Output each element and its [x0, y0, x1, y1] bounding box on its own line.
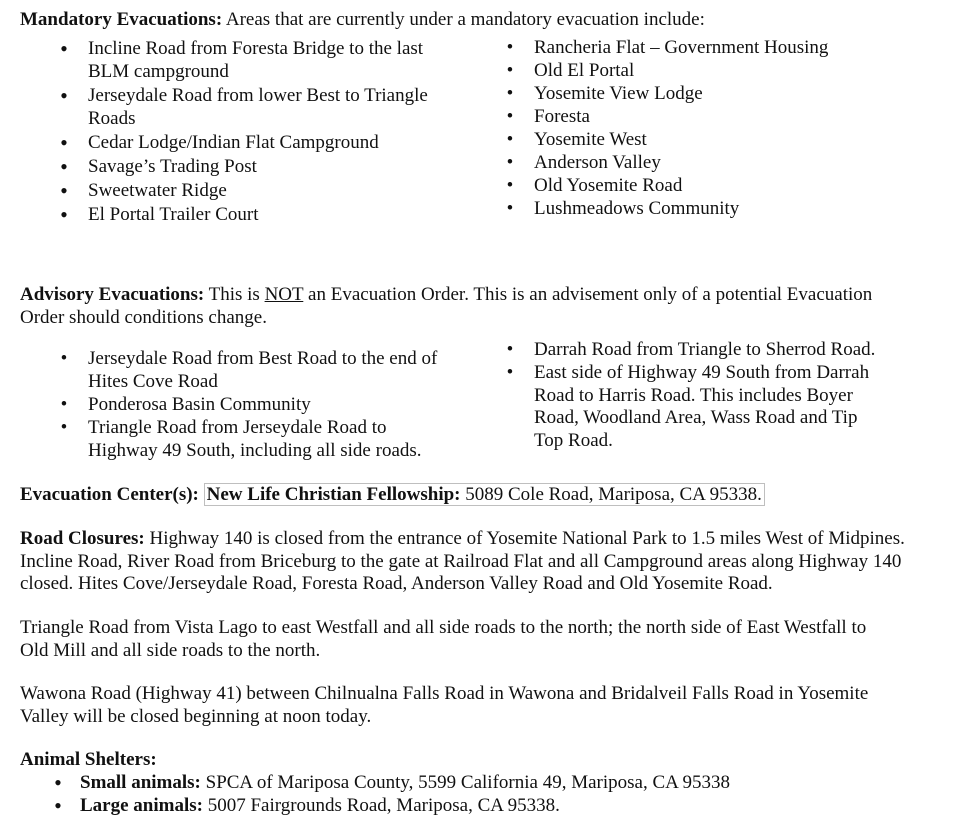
list-item: • Small animals: SPCA of Mariposa County, 5599 California 49, Mariposa, CA 95338	[54, 770, 731, 795]
list-item: • Sweetwater Ridge	[60, 178, 227, 203]
mandatory-left-list	[60, 36, 488, 228]
list-item: • Yosemite West	[506, 129, 647, 150]
list-item: • East side of Highway 49 South from Darrah Road to Harris Road. This includes Boyer Road, Woodland Area, Wass Road and Tip Top Road.	[506, 362, 870, 451]
road-closures-heading: Road Closures:	[20, 528, 145, 549]
evacuation-center-address: 5089 Cole Road, Mariposa, CA 95338.	[460, 484, 762, 505]
evacuation-center-name: New Life Christian Fellowship:	[206, 484, 461, 505]
road-closures-paragraph: Road Closures: Highway 140 is closed from the entrance of Yosemite National Park to 1.5 miles West of Midpines. Incline Road, River Road from Briceburg to the gate at Railroad Flat and all Campground areas along Highway 140 closed. Hites Cove/Jerseydale Road, Foresta Road, Anderson Valley Road and Old Yosemite Road.	[20, 528, 905, 594]
list-item: • Ponderosa Basin Community	[60, 394, 311, 415]
list-item: • Foresta	[506, 106, 590, 127]
animal-shelters-heading: Animal Shelters:	[20, 749, 157, 770]
list-item: • Jerseydale Road from lower Best to Triangle Roads	[60, 83, 428, 129]
mandatory-heading: Mandatory Evacuations:	[20, 9, 223, 30]
list-item: • El Portal Trailer Court	[60, 202, 259, 227]
road-closures-paragraph-3: Wawona Road (Highway 41) between Chilnualna Falls Road in Wawona and Bridalveil Falls Road in Yosemite Valley will be closed beginning at noon today.	[20, 683, 869, 727]
evacuation-center-paragraph	[20, 484, 765, 507]
list-item: • Lushmeadows Community	[506, 198, 740, 219]
list-item: • Yosemite View Lodge	[506, 83, 703, 104]
mandatory-evacuations-paragraph	[20, 9, 705, 32]
animal-shelters-list	[54, 770, 940, 818]
list-item: • Incline Road from Foresta Bridge to the last BLM campground	[60, 36, 424, 82]
list-item: • Old El Portal	[506, 60, 635, 81]
advisory-heading: Advisory Evacuations:	[20, 284, 205, 305]
list-item: • Triangle Road from Jerseydale Road to Highway 49 South, including all side roads.	[60, 417, 422, 461]
list-item: • Jerseydale Road from Best Road to the end of Hites Cove Road	[60, 348, 438, 392]
list-item: • Rancheria Flat – Government Housing	[506, 37, 829, 58]
advisory-right-list	[506, 339, 934, 454]
list-item: • Darrah Road from Triangle to Sherrod Road.	[506, 339, 876, 360]
road-closures-paragraph-2: Triangle Road from Vista Lago to east Westfall and all side roads to the north; the north side of East Westfall to Old Mill and all side roads to the north.	[20, 617, 867, 661]
mandatory-intro: Areas that are currently under a mandatory evacuation include:	[222, 9, 705, 30]
advisory-evacuations-paragraph: Advisory Evacuations: This is NOT an Evacuation Order. This is an advisement only of a potential Evacuation Order should conditions change.	[20, 284, 873, 328]
mandatory-right-list	[506, 37, 934, 221]
list-item: • Anderson Valley	[506, 152, 661, 173]
list-item: • Savage’s Trading Post	[60, 154, 257, 179]
list-item: • Large animals: 5007 Fairgrounds Road, Mariposa, CA 95338.	[54, 793, 560, 818]
advisory-left-list	[60, 348, 488, 463]
evacuation-center-heading: Evacuation Center(s):	[20, 484, 199, 505]
not-emphasis: NOT	[264, 284, 304, 305]
list-item: • Old Yosemite Road	[506, 175, 683, 196]
list-item: • Cedar Lodge/Indian Flat Campground	[60, 130, 379, 155]
evacuation-center-box	[204, 483, 765, 506]
